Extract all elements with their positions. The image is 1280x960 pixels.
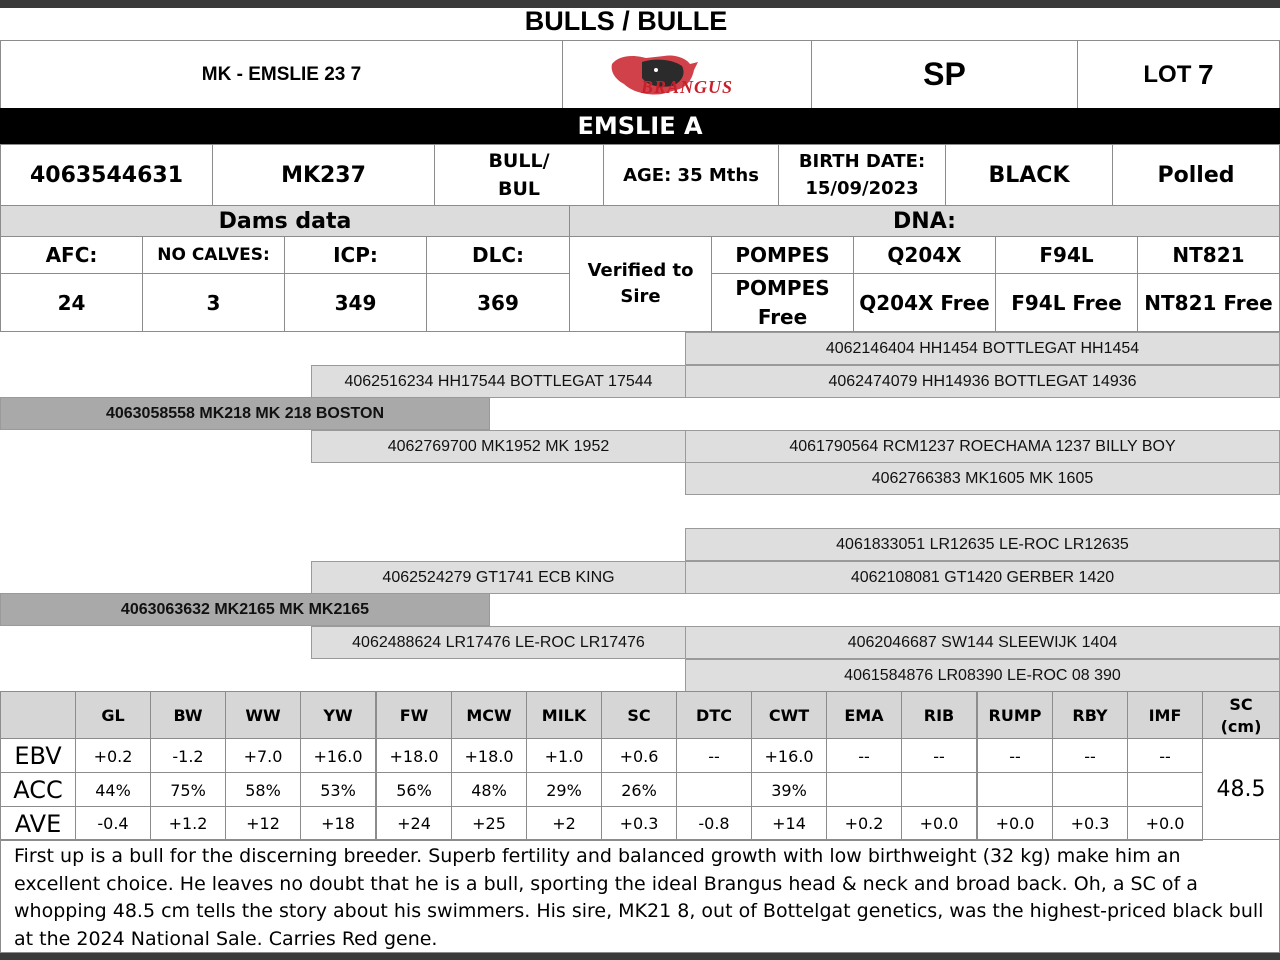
ebv-header-imf: IMF bbox=[1127, 691, 1203, 740]
ebv-header-rib: RIB bbox=[901, 691, 977, 740]
brangus-logo bbox=[562, 40, 812, 109]
ebv-value-acc-milk: 29% bbox=[526, 772, 602, 808]
ebv-value-acc-mcw: 48% bbox=[451, 772, 527, 808]
ebv-header-ema: EMA bbox=[826, 691, 902, 740]
ebv-value-acc-rib bbox=[901, 772, 977, 808]
dams-value-icp-text: 349 bbox=[334, 290, 377, 315]
dams-value-calves bbox=[142, 273, 285, 332]
dna-verified bbox=[569, 236, 712, 332]
ebv-header-mcw: MCW bbox=[451, 691, 527, 740]
dams-header-dlc-text: DLC: bbox=[471, 243, 525, 267]
ebv-value-ebv-bw: -1.2 bbox=[150, 738, 226, 774]
ebv-value-ebv-dtc: -- bbox=[676, 738, 752, 774]
logo-text: BRANGUS bbox=[641, 77, 734, 97]
dna-header-nt821 bbox=[1137, 236, 1280, 274]
dna-value-nt821-text: NT821 Free bbox=[1144, 290, 1273, 315]
birth-date-value: 15/09/2023 bbox=[805, 178, 919, 199]
ebv-value-acc-yw: 53% bbox=[300, 772, 376, 808]
ebv-value-ebv-rib: -- bbox=[901, 738, 977, 774]
ebv-value-ebv-mcw: +18.0 bbox=[451, 738, 527, 774]
ebv-value-acc-sc: 26% bbox=[601, 772, 677, 808]
ebv-row-label-ebv: EBV bbox=[0, 738, 76, 774]
dams-value-afc bbox=[0, 273, 143, 332]
comment-text: First up is a bull for the discerning breeder. Superb fertility and balanced growth with low birthweight (32 kg) make him an excellent choice. He leaves no doubt that he is a bull, sporting the ideal Brangus head & neck and broad back. Oh, a SC of a whopping 48.5 cm tells the story about his swimmers. His sire, MK21 8, out of Bottelgat genetics, was the highest-priced black bull at the 2024 National Sale. Carries Red gene. bbox=[0, 839, 1280, 953]
ebv-value-ebv-gl: +0.2 bbox=[75, 738, 151, 774]
pedigree-sire-sire: 4062516234 HH17544 BOTTLEGAT 17544 bbox=[311, 365, 686, 398]
ebv-value-acc-imf bbox=[1127, 772, 1203, 808]
lot-label: LOT bbox=[1143, 60, 1192, 88]
ebv-header-fw: FW bbox=[376, 691, 452, 740]
dna-value-pompes-text: POMPES Free bbox=[735, 275, 830, 329]
ebv-value-acc-ww: 58% bbox=[225, 772, 301, 808]
ebv-value-ave-yw: +18 bbox=[300, 806, 376, 841]
colour-text: BLACK bbox=[988, 162, 1070, 188]
lot-name-cell bbox=[0, 40, 563, 109]
ebv-value-ebv-milk: +1.0 bbox=[526, 738, 602, 774]
pedigree-dam-sire: 4062524279 GT1741 ECB KING bbox=[311, 561, 686, 594]
reg-number-text: 4063544631 bbox=[29, 162, 184, 188]
lot-number: 7 bbox=[1198, 58, 1214, 90]
ebv-value-ebv-ema: -- bbox=[826, 738, 902, 774]
ebv-value-ebv-sc: +0.6 bbox=[601, 738, 677, 774]
dams-value-dlc-text: 369 bbox=[477, 290, 519, 315]
ebv-value-ave-ww: +12 bbox=[225, 806, 301, 841]
ebv-value-ave-ema: +0.2 bbox=[826, 806, 902, 841]
dams-header-dlc bbox=[426, 236, 570, 274]
ebv-value-ave-rby: +0.3 bbox=[1052, 806, 1128, 841]
dna-header-q204x bbox=[853, 236, 996, 274]
ebv-header-cwt: CWT bbox=[751, 691, 827, 740]
sex-cell bbox=[434, 144, 604, 206]
pedigree-sire: 4063058558 MK218 MK 218 BOSTON bbox=[0, 397, 490, 430]
ebv-row-label-acc: ACC bbox=[0, 772, 76, 808]
category: SP bbox=[923, 56, 966, 92]
animal-name-bar bbox=[0, 108, 1280, 144]
ebv-header-dtc: DTC bbox=[676, 691, 752, 740]
ebv-value-ebv-rump: -- bbox=[977, 738, 1053, 774]
ebv-header-yw: YW bbox=[300, 691, 376, 740]
animal-id-text: MK237 bbox=[281, 162, 366, 188]
ebv-header-rump: RUMP bbox=[977, 691, 1053, 740]
ebv-header-ww: WW bbox=[225, 691, 301, 740]
animal-name: EMSLIE A bbox=[577, 112, 703, 140]
dna-value-f94l-text: F94L Free bbox=[1011, 290, 1122, 315]
dna-header-f94l-text: F94L bbox=[1039, 243, 1094, 267]
dna-header-f94l bbox=[995, 236, 1138, 274]
bottom-edge-bar bbox=[0, 953, 1280, 960]
dna-value-nt821 bbox=[1137, 273, 1280, 332]
dna-value-q204x bbox=[853, 273, 996, 332]
ebv-value-ebv-rby: -- bbox=[1052, 738, 1128, 774]
dams-header-icp bbox=[284, 236, 427, 274]
ebv-value-ave-dtc: -0.8 bbox=[676, 806, 752, 841]
reg-number bbox=[0, 144, 213, 206]
lot-name: MK - EMSLIE 23 7 bbox=[201, 63, 362, 85]
ebv-sc-value: 48.5 bbox=[1202, 738, 1280, 840]
ebv-value-acc-bw: 75% bbox=[150, 772, 226, 808]
ebv-value-ave-rump: +0.0 bbox=[977, 806, 1053, 841]
ebv-value-acc-rump bbox=[977, 772, 1053, 808]
ebv-header-sc: SC bbox=[601, 691, 677, 740]
dna-header-q204x-text: Q204X bbox=[887, 243, 962, 267]
ebv-value-ave-gl: -0.4 bbox=[75, 806, 151, 841]
age-cell bbox=[603, 144, 779, 206]
horn-cell bbox=[1112, 144, 1280, 206]
ebv-value-ave-mcw: +25 bbox=[451, 806, 527, 841]
ebv-value-acc-rby bbox=[1052, 772, 1128, 808]
birth-date-cell bbox=[778, 144, 946, 206]
animal-id bbox=[212, 144, 435, 206]
pedigree-dam: 4063063632 MK2165 MK MK2165 bbox=[0, 593, 490, 626]
sc-cm-line-2: (cm) bbox=[1220, 716, 1262, 736]
age-text: AGE: 35 Mths bbox=[623, 164, 759, 186]
ebv-value-ebv-imf: -- bbox=[1127, 738, 1203, 774]
ebv-header-gl: GL bbox=[75, 691, 151, 740]
dna-title bbox=[569, 205, 1280, 237]
colour-cell bbox=[945, 144, 1113, 206]
sex-line-1: BULL/ bbox=[488, 150, 550, 172]
ebv-value-ave-imf: +0.0 bbox=[1127, 806, 1203, 841]
pedigree-sire-dam-dam: 4062766383 MK1605 MK 1605 bbox=[685, 462, 1280, 495]
dna-header-pompes-text: POMPES bbox=[735, 243, 830, 267]
dams-header-calves-text: NO CALVES: bbox=[157, 245, 270, 265]
pedigree-dam-dam: 4062488624 LR17476 LE-ROC LR17476 bbox=[311, 626, 686, 659]
dams-value-calves-text: 3 bbox=[206, 290, 221, 315]
pedigree-dam-sire-sire: 4061833051 LR12635 LE-ROC LR12635 bbox=[685, 528, 1280, 561]
ebv-value-ave-milk: +2 bbox=[526, 806, 602, 841]
ebv-value-ave-fw: +24 bbox=[376, 806, 452, 841]
dams-header-icp-text: ICP: bbox=[333, 243, 378, 267]
sc-cm-line-1: SC bbox=[1229, 694, 1253, 714]
ebv-value-acc-ema bbox=[826, 772, 902, 808]
dams-value-dlc bbox=[426, 273, 570, 332]
ebv-row-label-ave: AVE bbox=[0, 806, 76, 841]
dna-value-pompes bbox=[711, 273, 854, 332]
pedigree-dam-dam-sire: 4062046687 SW144 SLEEWIJK 1404 bbox=[685, 626, 1280, 659]
lot-cell bbox=[1077, 40, 1280, 109]
ebv-header-sc-cm bbox=[1202, 691, 1280, 740]
ebv-value-ave-sc: +0.3 bbox=[601, 806, 677, 841]
dams-title bbox=[0, 205, 570, 237]
dams-title-text: Dams data bbox=[218, 208, 352, 234]
dna-value-q204x-text: Q204X Free bbox=[859, 290, 990, 315]
dna-value-f94l bbox=[995, 273, 1138, 332]
ebv-value-acc-cwt: 39% bbox=[751, 772, 827, 808]
pedigree-sire-dam-sire: 4061790564 RCM1237 ROECHAMA 1237 BILLY BOY bbox=[685, 430, 1280, 463]
pedigree-sire-sire-dam: 4062474079 HH14936 BOTTLEGAT 14936 bbox=[685, 365, 1280, 398]
ebv-value-ave-cwt: +14 bbox=[751, 806, 827, 841]
sex-line-2: BUL bbox=[497, 178, 541, 200]
horn-text: Polled bbox=[1157, 162, 1235, 188]
ebv-value-ave-rib: +0.0 bbox=[901, 806, 977, 841]
dams-header-calves bbox=[142, 236, 285, 274]
ebv-value-ave-bw: +1.2 bbox=[150, 806, 226, 841]
pedigree-sire-dam: 4062769700 MK1952 MK 1952 bbox=[311, 430, 686, 463]
ebv-header-milk: MILK bbox=[526, 691, 602, 740]
pedigree-sire-sire-sire: 4062146404 HH1454 BOTTLEGAT HH1454 bbox=[685, 332, 1280, 365]
dna-header-pompes bbox=[711, 236, 854, 274]
dna-header-nt821-text: NT821 bbox=[1172, 243, 1245, 267]
ebv-header-rby: RBY bbox=[1052, 691, 1128, 740]
pedigree-dam-dam-dam: 4061584876 LR08390 LE-ROC 08 390 bbox=[685, 659, 1280, 692]
ebv-value-acc-fw: 56% bbox=[376, 772, 452, 808]
pedigree-dam-sire-dam: 4062108081 GT1420 GERBER 1420 bbox=[685, 561, 1280, 594]
ebv-value-acc-gl: 44% bbox=[75, 772, 151, 808]
page-title: BULLS / BULLE bbox=[524, 6, 728, 36]
ebv-value-ebv-yw: +16.0 bbox=[300, 738, 376, 774]
birth-date-label: BIRTH DATE: bbox=[798, 151, 926, 172]
dams-value-icp bbox=[284, 273, 427, 332]
ebv-header-bw: BW bbox=[150, 691, 226, 740]
dams-header-afc-text: AFC: bbox=[45, 243, 98, 267]
dna-title-text: DNA: bbox=[893, 208, 956, 234]
ebv-corner bbox=[0, 691, 76, 740]
dams-value-afc-text: 24 bbox=[57, 290, 86, 315]
category-cell bbox=[811, 40, 1078, 109]
ebv-value-acc-dtc bbox=[676, 772, 752, 808]
dams-header-afc bbox=[0, 236, 143, 274]
ebv-value-ebv-cwt: +16.0 bbox=[751, 738, 827, 774]
ebv-value-ebv-fw: +18.0 bbox=[376, 738, 452, 774]
ebv-value-ebv-ww: +7.0 bbox=[225, 738, 301, 774]
dna-verified-text: Verified to Sire bbox=[587, 260, 694, 307]
